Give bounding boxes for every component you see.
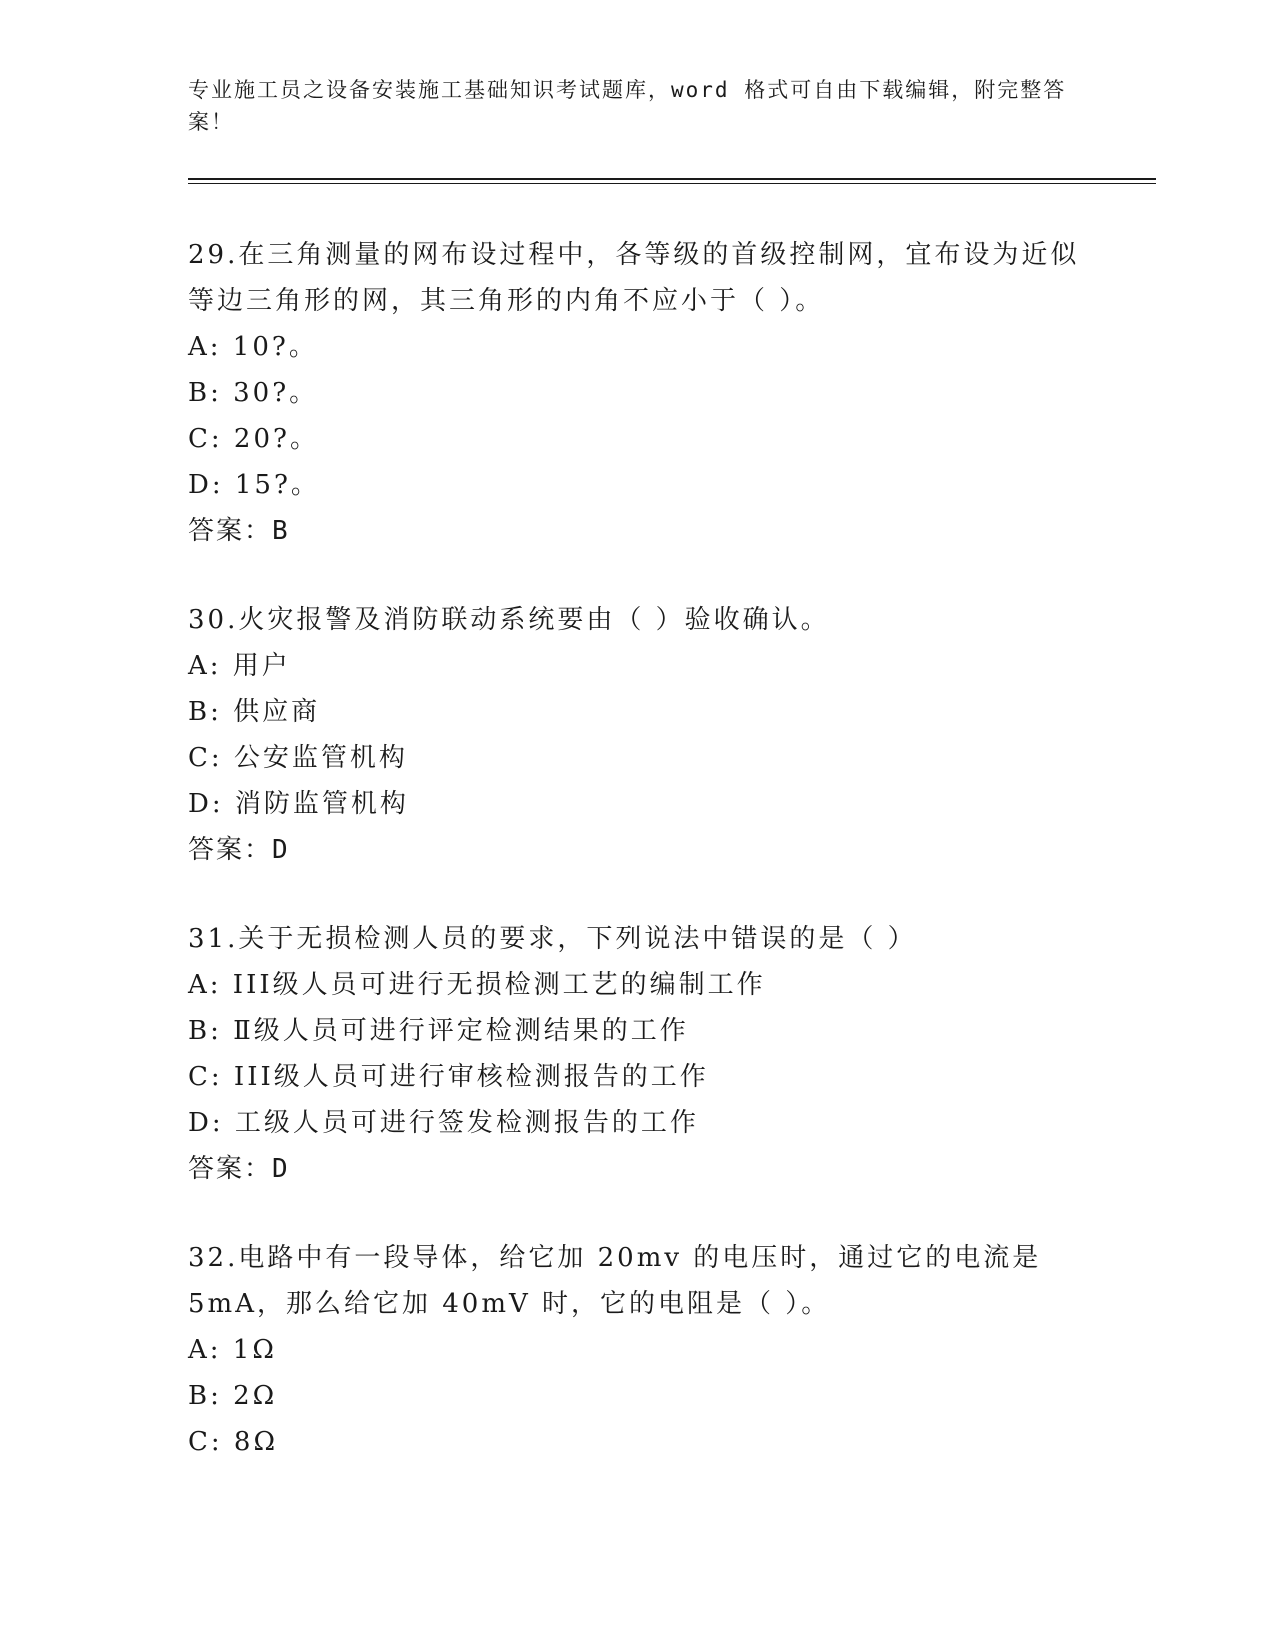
option-c: C: 20?。 (188, 424, 319, 454)
option-b: B: 30?。 (188, 378, 319, 408)
option-b: B: 2Ω (188, 1381, 278, 1411)
option-d: D: 15?。 (188, 470, 320, 500)
document-header: 专业施工员之设备安装施工基础知识考试题库，word 格式可自由下载编辑，附完整答案！ (188, 78, 1067, 134)
question-stem: 31.关于无损检测人员的要求，下列说法中错误的是（ ） (188, 924, 917, 954)
answer-label: 答案：D (188, 835, 290, 865)
question-stem: 32.电路中有一段导体，给它加 20mv 的电压时，通过它的电流是 5mA，那么给它加 40mV 时，它的电阻是（ ）。 (188, 1243, 1042, 1319)
option-b: B: Ⅱ级人员可进行评定检测结果的工作 (188, 1016, 689, 1046)
answer-label: 答案：B (188, 516, 290, 546)
question-32 (188, 1235, 1088, 1465)
header-divider-thick (188, 178, 1156, 180)
option-c: C: 公安监管机构 (188, 743, 408, 773)
option-d: D: 消防监管机构 (188, 789, 409, 819)
question-stem: 29.在三角测量的网布设过程中，各等级的首级控制网，宜布设为近似等边三角形的网，其三角形的内角不应小于（ ）。 (188, 240, 1080, 316)
option-d: D: 工级人员可进行签发检测报告的工作 (188, 1108, 699, 1138)
answer-label: 答案：D (188, 1154, 290, 1184)
header-divider-thin (188, 183, 1156, 184)
option-c: C: 8Ω (188, 1427, 279, 1457)
option-b: B: 供应商 (188, 697, 321, 727)
option-c: C: III级人员可进行审核检测报告的工作 (188, 1062, 709, 1092)
option-a: A: 用户 (188, 651, 291, 681)
question-29 (188, 232, 1088, 554)
option-a: A: 10?。 (188, 332, 318, 362)
option-a: A: III级人员可进行无损检测工艺的编制工作 (188, 970, 766, 1000)
question-list (188, 232, 1088, 1508)
option-a: A: 1Ω (188, 1335, 277, 1365)
question-31 (188, 916, 1088, 1192)
question-stem: 30.火灾报警及消防联动系统要由（ ）验收确认。 (188, 605, 830, 635)
question-30 (188, 597, 1088, 873)
